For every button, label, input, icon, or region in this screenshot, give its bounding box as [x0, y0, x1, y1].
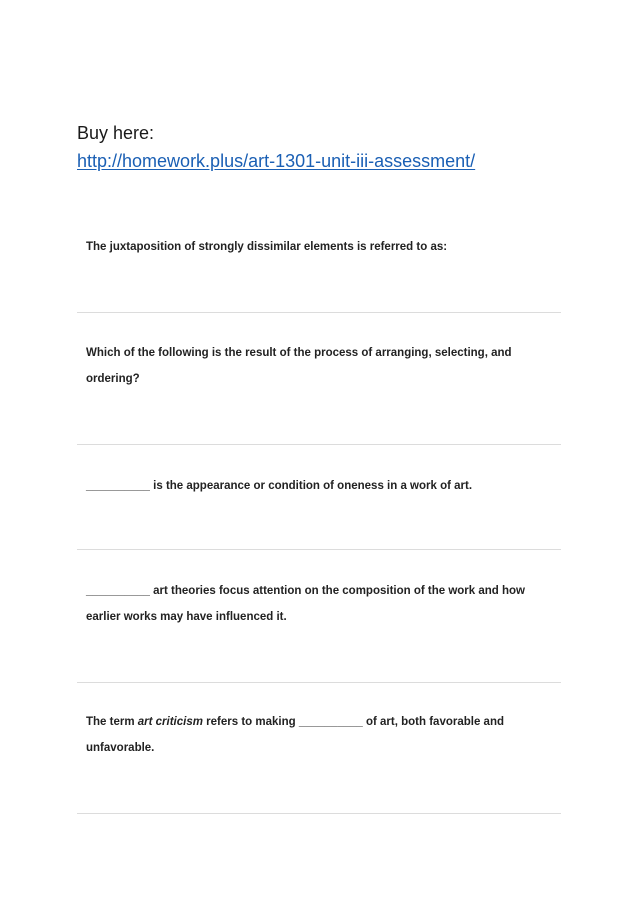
- question-5-prefix: The term: [86, 716, 138, 728]
- divider: [77, 312, 561, 313]
- question-1: The juxtaposition of strongly dissimilar elements is referred to as:: [86, 241, 448, 253]
- divider: [77, 682, 561, 683]
- divider: [77, 549, 561, 550]
- divider: [77, 444, 561, 445]
- buy-here-label: Buy here:: [77, 123, 155, 143]
- purchase-link[interactable]: http://homework.plus/art-1301-unit-iii-assessment/: [77, 151, 476, 171]
- question-2: Which of the following is the result of the process of arranging, selecting, and ordering?: [86, 347, 512, 385]
- question-3: __________ is the appearance or condition of oneness in a work of art.: [86, 480, 473, 492]
- question-5: [86, 709, 556, 761]
- question-4: __________ art theories focus attention on the composition of the work and how earlier works may have influenced it.: [86, 585, 525, 623]
- question-5-suffix: refers to making __________ of art, both favorable and unfavorable.: [86, 716, 504, 754]
- divider: [77, 813, 561, 814]
- question-5-emphasis: art criticism: [137, 716, 203, 728]
